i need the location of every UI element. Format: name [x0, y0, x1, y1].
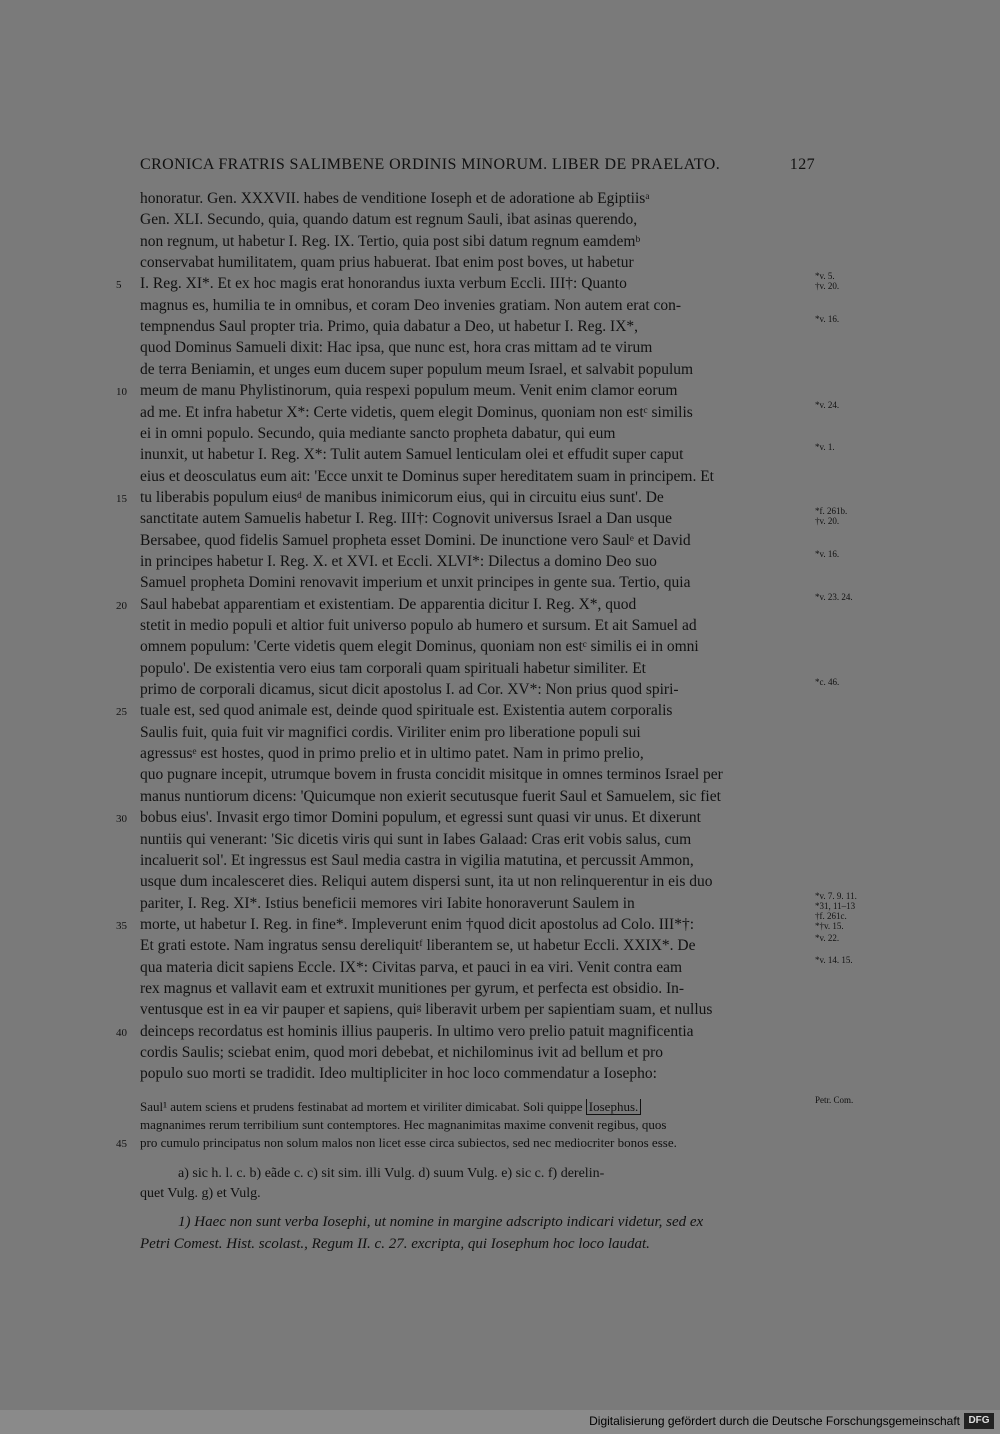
text-line: Et grati estote. Nam ingratus sensu dereliquitᶠ liberantem se, ut habetur Eccli. XXIX*. De: [140, 937, 696, 955]
quoted-text-line: magnanimes rerum terribilium sunt contemptores. Hec magnanimitas maxime convenit regibus, quos: [140, 1117, 667, 1132]
text-line: tuale est, sed quod animale est, deinde quod spirituale est. Existentia autem corporalis: [140, 702, 673, 720]
margin-note: *v. 22.: [815, 933, 840, 944]
margin-note: *v. 16.: [815, 548, 840, 559]
critical-apparatus-line: quet Vulg. g) et Vulg.: [140, 1186, 261, 1201]
footnote-line: Petri Comest. Hist. scolast., Regum II. c. 27. excripta, qui Iosephum hoc loco laudat.: [140, 1236, 650, 1252]
footer-text: Digitalisierung gefördert durch die Deutsche Forschungsgemeinschaft: [589, 1414, 960, 1428]
line-number: 40: [116, 1026, 127, 1039]
text-line: morte, ut habetur I. Reg. in fine*. Impleverunt enim †quod dicit apostolus ad Colo. III*†:: [140, 915, 695, 933]
text-line: honoratur. Gen. XXXVII. habes de venditione Ioseph et de adoratione ab Egiptiisᵃ: [140, 190, 650, 207]
text-line: de terra Beniamin, et unges eum ducem super populum meum Israel, et salvabit populum: [140, 360, 694, 378]
line-number: 35: [116, 919, 127, 932]
margin-note: *v. 14. 15.: [815, 954, 853, 965]
text-line: stetit in medio populi et altior fuit universo populo ab humero et sursum. Et ait Samuel ad: [140, 617, 697, 634]
text-line: pariter, I. Reg. XI*. Istius beneficii memores viri Iabite honoraverunt Saulem in: [140, 894, 635, 912]
text-line: non regnum, ut habetur I. Reg. IX. Tertio, quia post sibi datum regnum eamdemᵇ: [140, 232, 641, 250]
line-number: 45: [116, 1138, 127, 1150]
text-line: usque dum incalesceret dies. Reliqui autem dispersi sunt, ita ut non relinquerentur in eis duo: [140, 873, 713, 891]
line-number: 15: [116, 492, 127, 505]
text-line: agressusᵉ est hostes, quod in primo prelio et in ultimo patet. Nam in primo prelio,: [140, 745, 644, 763]
line-number: 20: [116, 599, 127, 612]
line-number: 5: [116, 279, 122, 292]
line-number: 10: [116, 386, 127, 399]
margin-note: *v. 23. 24.: [815, 591, 853, 602]
page-header: [140, 156, 815, 174]
text-line: Gen. XLI. Secundo, quia, quando datum est regnum Sauli, ibat asinas querendo,: [140, 211, 638, 229]
text-line: incaluerit sol'. Et ingressus est Saul media castra in vigilia matutina, et percussit Ammon,: [140, 851, 694, 869]
text-line: manus nuntiorum dicens: 'Quicumque non exierit secutusque fuerit Saul et Samuelem, sic fiet: [140, 787, 721, 805]
text-line: quod Dominus Samueli dixit: Hac ipsa, que nunc est, hora cras mittam ad te virum: [140, 339, 653, 357]
critical-apparatus-line: a) sic h. l. c. b) eãde c. c) sit sim. illi Vulg. d) suum Vulg. e) sic c. f) derelin-: [178, 1166, 605, 1181]
text-line: inunxit, ut habetur I. Reg. X*: Tulit autem Samuel lenticulam olei et effudit super caput: [140, 446, 684, 464]
margin-note: *v. 1.: [815, 442, 835, 453]
margin-note: *v. 5. †v. 20.: [815, 271, 840, 292]
margin-note: *c. 46.: [815, 677, 840, 688]
text-line: Saul habebat apparentiam et existentiam. De apparentia dicitur I. Reg. X*, quod: [140, 595, 637, 613]
dfg-logo: DFG: [964, 1413, 994, 1429]
line-number: 30: [116, 813, 127, 826]
running-title: CRONICA FRATRIS SALIMBENE ORDINIS MINORUM. LIBER DE PRAELATO.: [140, 156, 721, 173]
margin-note: Petr. Com.: [815, 1095, 854, 1105]
text-line: populo'. De existentia vero eius tam corporali quam spirituali habetur similiter. Et: [140, 659, 646, 677]
footnote-line: 1) Haec non sunt verba Iosephi, ut nomine in margine adscripto indicari videtur, sed ex: [178, 1214, 704, 1230]
margin-note: *v. 24.: [815, 399, 840, 410]
text-line: nuntiis qui venerant: 'Sic dicetis viris qui sunt in Iabes Galaad: Cras erit vobis salus, cum: [140, 830, 692, 848]
text-line: in principes habetur I. Reg. X. et XVI. et Eccli. XLVI*: Dilectus a domino Deo suo: [140, 552, 657, 570]
margin-note: *v. 7. 9. 11. *31, 11–13 †f. 261c. *†v. 15.: [815, 890, 857, 931]
text-line: Samuel propheta Domini renovavit imperium et unxit principes in gente sua. Tertio, quia: [140, 574, 691, 592]
text-line: ventusque est in ea vir pauper et sapiens, quiᵍ liberavit urbem per sapientiam suam, et nullus: [140, 1001, 713, 1019]
boxed-name: Iosephus.: [586, 1099, 641, 1115]
text-line: primo de corporali dicamus, sicut dicit apostolus I. ad Cor. XV*: Non prius quod spiri-: [140, 681, 679, 699]
text-line: sanctitate autem Samuelis habetur I. Reg. III†: Cognovit universus Israel a Dan usque: [140, 510, 673, 528]
footer-bar: [0, 1410, 1000, 1434]
text-line: meum de manu Phylistinorum, quia respexi populum meum. Venit enim clamor eorum: [140, 382, 678, 400]
text-line: quo pugnare incepit, utrumque bovem in frusta concidit misitque in omnes terminos Israel per: [140, 766, 723, 784]
line-number: 25: [116, 706, 127, 719]
quoted-text-line: pro cumulo principatus non solum malos non licet esse circa subiectos, sed nec mediocriter bonos esse.: [140, 1135, 677, 1150]
text-line: eius et deosculatus eum ait: 'Ecce unxit te Dominus super hereditatem suam in principem. Et: [140, 467, 714, 485]
text-line: qua materia dicit sapiens Eccle. IX*: Civitas parva, et pauci in ea viri. Venit contra eam: [140, 958, 683, 976]
quoted-text-line: Saul¹ autem sciens et prudens festinabat ad mortem et viriliter dimicabat. Soli quippe Iosephus.: [140, 1099, 820, 1115]
text-line: cordis Saulis; sciebat enim, quod mori debebat, et nichilominus ivit ad bellum et pro: [140, 1044, 664, 1061]
margin-note: *f. 261b. †v. 20.: [815, 506, 848, 527]
text-line: ad me. Et infra habetur X*: Certe videtis, quem elegit Dominus, quoniam non estᶜ similis: [140, 403, 693, 421]
text-line: tempnendus Saul propter tria. Primo, quia dabatur a Deo, ut habetur I. Reg. IX*,: [140, 318, 639, 336]
page-number: 127: [789, 156, 815, 173]
text-line: Saulis fuit, quia fuit vir magnifici cordis. Viriliter enim pro liberatione populi sui: [140, 723, 641, 741]
text-line: ei in omni populo. Secundo, quia mediante sancto propheta dabatur, qui eum: [140, 424, 616, 442]
text-line: magnus es, humilia te in omnibus, et coram Deo invenies gratiam. Non autem erat con-: [140, 296, 682, 314]
text-line: rex magnus et vallavit eam et extruxit munitiones per gyrum, et perfecta est obsidio. In-: [140, 979, 685, 997]
text-line: Bersabee, quod fidelis Samuel propheta esset Domini. De inunctione vero Saulᵉ et David: [140, 531, 691, 549]
text-line: conservabat humilitatem, quam prius habuerat. Ibat enim post boves, ut habetur: [140, 254, 634, 272]
text-line: omnem populum: 'Certe videtis quem elegit Dominus, quoniam non estᶜ similis ei in omni: [140, 638, 699, 656]
margin-note: *v. 16.: [815, 314, 840, 325]
text-line: deinceps recordatus est hominis illius pauperis. In ultimo vero prelio patuit magnificentia: [140, 1022, 694, 1040]
text-line: bobus eius'. Invasit ergo timor Domini populum, et egressi sunt quasi vir unus. Et dixerunt: [140, 809, 701, 827]
text-line: tu liberabis populum eiusᵈ de manibus inimicorum eius, qui in circuitu eius sunt'. De: [140, 488, 664, 506]
text-line: populo suo morti se tradidit. Ideo multipliciter in hoc loco commendatur a Iosepho:: [140, 1065, 657, 1083]
text-line: I. Reg. XI*. Et ex hoc magis erat honorandus iuxta verbum Eccli. III†: Quanto: [140, 275, 627, 293]
